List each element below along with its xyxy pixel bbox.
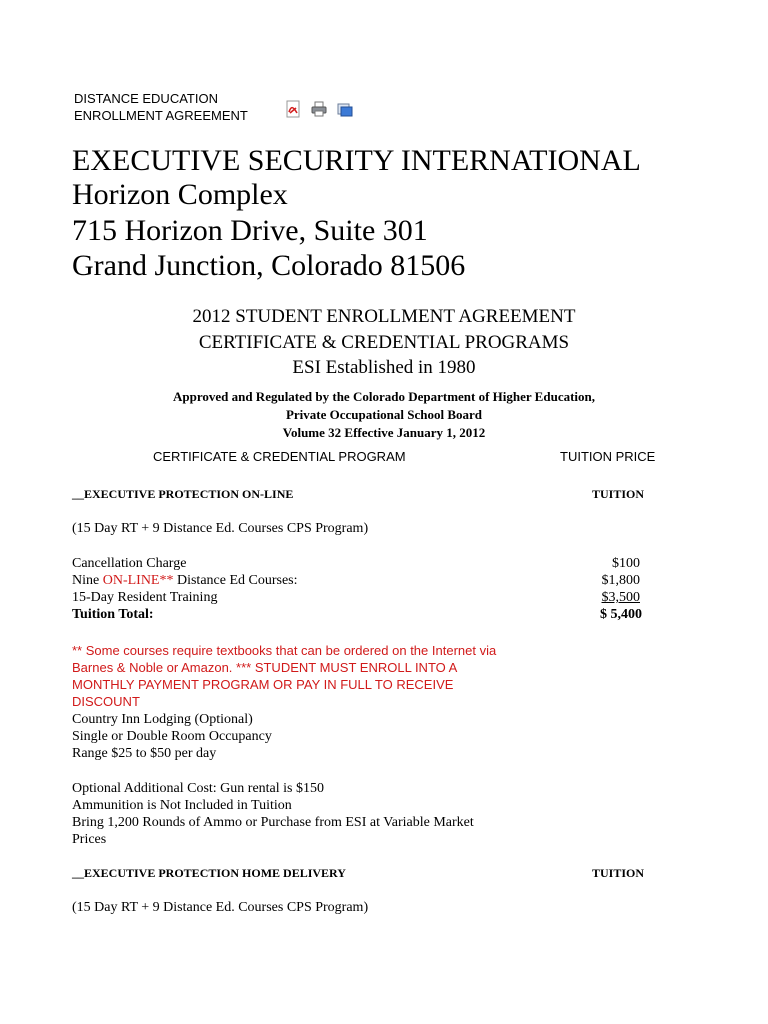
column-program: CERTIFICATE & CREDENTIAL PROGRAM (153, 449, 406, 464)
price-value: $100 (612, 556, 640, 571)
school-name: EXECUTIVE SECURITY INTERNATIONAL (72, 144, 641, 177)
note-line-3: MONTHLY PAYMENT PROGRAM OR PAY IN FULL TO RECEIVE (72, 677, 454, 692)
toolbar-icons (284, 100, 354, 118)
print-icon[interactable] (310, 100, 328, 118)
header-line-2: ENROLLMENT AGREEMENT (74, 108, 248, 123)
program1-description: (15 Day RT + 9 Distance Ed. Courses CPS Program) (72, 521, 369, 536)
header-line-1: DISTANCE EDUCATION (74, 91, 218, 106)
note-line-2: Barnes & Noble or Amazon. *** STUDENT MUST ENROLL INTO A (72, 660, 458, 675)
price-row-total (72, 606, 642, 623)
program1-tuition-label: TUITION (592, 487, 645, 501)
online-highlight: ON-LINE** (102, 573, 174, 588)
price-value: $3,500 (601, 590, 640, 605)
approval-line-3: Volume 32 Effective January 1, 2012 (282, 425, 486, 440)
extra-line-1: Optional Additional Cost: Gun rental is $150 (72, 781, 324, 796)
extra-line-2: Ammunition is Not Included in Tuition (72, 798, 292, 813)
column-price: TUITION PRICE (560, 449, 656, 464)
extra-line-3: Bring 1,200 Rounds of Ammo or Purchase from ESI at Variable Market (72, 815, 474, 830)
price-label: 15-Day Resident Training (72, 590, 218, 605)
lodging-line-2: Single or Double Room Occupancy (72, 729, 272, 744)
pdf-icon[interactable] (284, 100, 302, 118)
extra-line-4: Prices (72, 832, 107, 847)
total-value: $ 5,400 (600, 607, 642, 622)
program1-extra-costs (72, 780, 474, 848)
total-label: Tuition Total: (72, 607, 154, 622)
price-label (72, 572, 298, 589)
program2-title: __EXECUTIVE PROTECTION HOME DELIVERY (72, 866, 346, 880)
lodging-line-1: Country Inn Lodging (Optional) (72, 712, 253, 727)
price-row-cancellation (72, 555, 642, 572)
download-icon[interactable] (336, 100, 354, 118)
program2-description: (15 Day RT + 9 Distance Ed. Courses CPS Program) (72, 900, 369, 915)
agreement-title-3: ESI Established in 1980 (292, 357, 476, 378)
price-row-resident-training (72, 589, 642, 606)
school-street: 715 Horizon Drive, Suite 301 (72, 214, 428, 247)
agreement-title-2: CERTIFICATE & CREDENTIAL PROGRAMS (198, 332, 570, 353)
label-post: Distance Ed Courses: (173, 573, 298, 588)
school-complex: Horizon Complex (72, 178, 288, 211)
price-row-online-courses (72, 572, 642, 589)
price-value: $1,800 (601, 573, 640, 588)
approval-line-2: Private Occupational School Board (285, 407, 483, 422)
program2-tuition-label: TUITION (592, 866, 645, 880)
program1-note (72, 642, 496, 710)
label-pre: Nine (72, 573, 103, 588)
price-label: Cancellation Charge (72, 556, 187, 571)
program1-title: __EXECUTIVE PROTECTION ON-LINE (72, 487, 294, 501)
program1-price-table (72, 555, 642, 623)
agreement-title-1: 2012 STUDENT ENROLLMENT AGREEMENT (192, 306, 576, 327)
approval-line-1: Approved and Regulated by the Colorado Department of Higher Education, (172, 389, 596, 404)
note-line-1: ** Some courses require textbooks that can be ordered on the Internet via (72, 643, 497, 658)
lodging-line-3: Range $25 to $50 per day (72, 746, 217, 761)
note-line-4: DISCOUNT (72, 694, 140, 709)
doc-header (74, 90, 248, 124)
program1-lodging (72, 711, 272, 762)
school-city: Grand Junction, Colorado 81506 (72, 249, 466, 282)
